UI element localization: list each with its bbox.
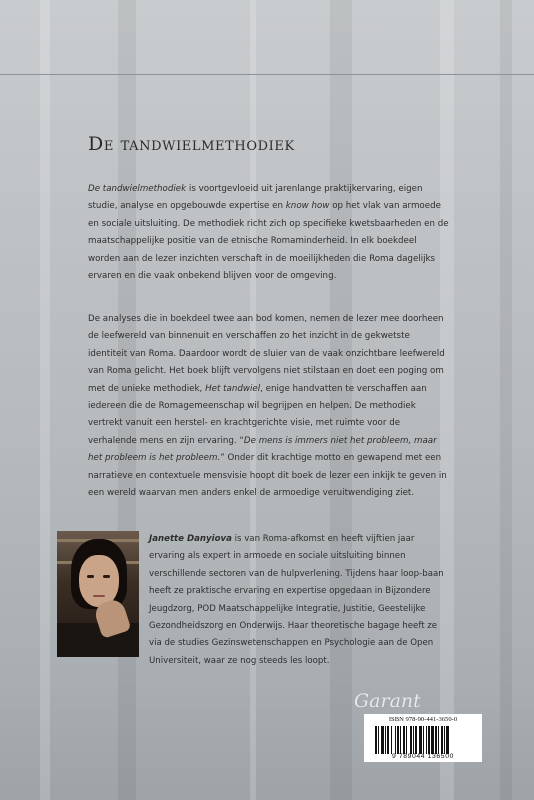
text-run: , enige handvatten te verschaffen aan iedereen die de Romagemeenschap wil begrijpen en helpen. De methodiek vertrekt vanuit een herstel- en krachtgerichte visie, met ruimte voor de verhalende mens en zijn ervaring. “	[88, 383, 427, 446]
blurb-paragraph-2	[88, 311, 450, 502]
book-title: De tandwielmethodiek	[88, 133, 295, 155]
text-run: is voortgevloeid uit jarenlange praktijkervaring, eigen studie, analyse en opgebouwde expertise en	[88, 184, 423, 212]
author-bio	[149, 531, 449, 670]
author-name: Janette Danyiova	[149, 534, 232, 544]
italic-text: De mens is immers niet het probleem, maar het probleem is het probleem.	[88, 435, 437, 464]
barcode-icon	[375, 726, 471, 754]
barcode-digits: 9 789044 136500	[392, 753, 454, 760]
text-run: ” Onder dit krachtige motto en gewapend met een narratieve en contextuele mensvisie hoopt dit boek de lezer een inkijk te geven in een wereld waarvan men anders enkel de armoedige veruitwendiging ziet.	[88, 453, 447, 499]
italic-text: Het tandwiel	[205, 383, 261, 394]
text-run: op het vlak van armoede en sociale uitsluiting. De methodiek richt zich op specifieke kwetsbaarheden en de maatschappelijke positie van de etnische Romaminderheid. In elk boekdeel worden aan de lezer inzichten verschaft in de moeilijkheden die Roma dagelijks ervaren en die vaak onbekend blijven voor de omgeving.	[88, 201, 449, 282]
author-bio-text: is van Roma-afkomst en heeft vijftien jaar ervaring als expert in armoede en sociale uitsluiting binnen verschillende sectoren van de hulpverlening. Tijdens haar loop-baan heeft ze praktische ervaring en expertise opgedaan in Bijzondere Jeugdzorg, POD Maatschappelijke Integratie, Justitie, Geestelijke Gezondheidszorg en Onderwijs. Haar theoretische bagage heeft ze via de studies Gezinswetenschappen en Psychologie aan de Open Universiteit, waar ze nog steeds les loopt.	[149, 534, 444, 666]
italic-text: De tandwielmethodiek	[88, 184, 187, 194]
publisher-logo: Garant	[354, 690, 421, 712]
texture-streak	[500, 0, 512, 800]
italic-text: know how	[285, 201, 330, 212]
author-photo	[57, 531, 139, 657]
blurb-paragraph-1	[88, 181, 450, 285]
isbn-text: ISBN 978-90-441-3650-0	[388, 716, 458, 723]
texture-streak	[40, 0, 50, 800]
barcode-label	[364, 714, 482, 762]
top-rule	[0, 74, 534, 75]
text-run: De analyses die in boekdeel twee aan bod komen, nemen de lezer mee doorheen de leefwereld van binnenuit en verschaffen zo het inzicht in de gekwetste identiteit van Roma. Daardoor wordt de sluier van de vaak onzichtbare leefwereld van Roma gelicht. Het boek blijft vervolgens niet stilstaan en doet een poging om met de unieke methodiek,	[88, 314, 445, 394]
